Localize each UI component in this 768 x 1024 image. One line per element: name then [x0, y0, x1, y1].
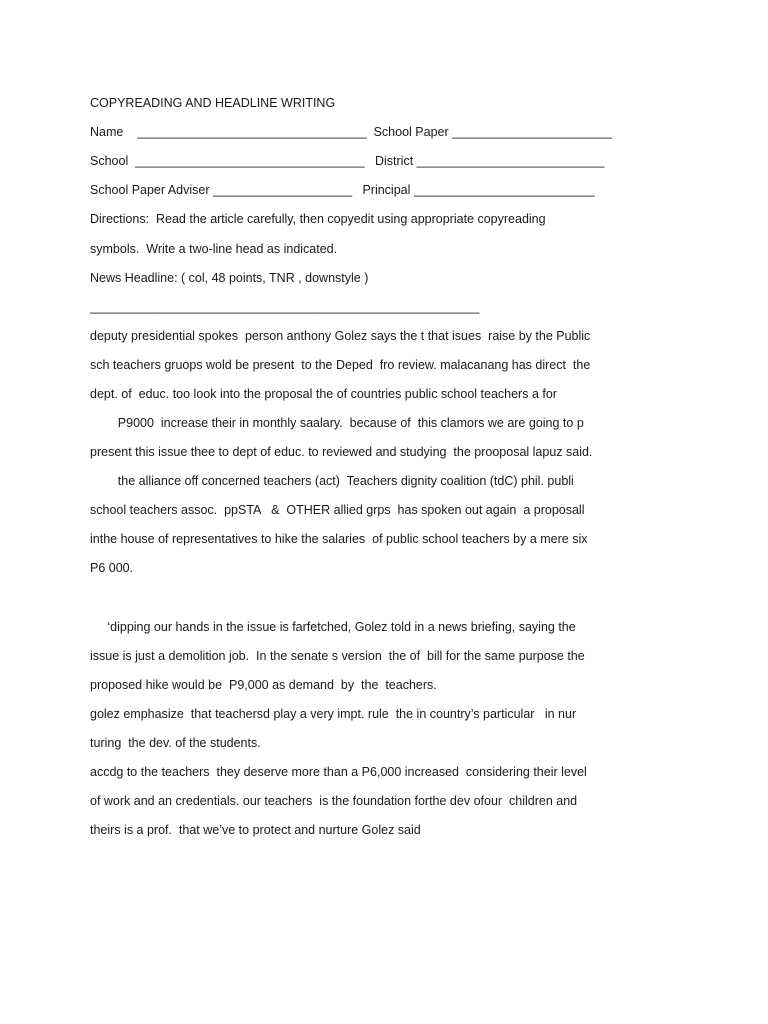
adviser-principal-row: School Paper Adviser ____________________ Principal __________________________ [90, 183, 595, 197]
article-line: present this issue thee to dept of educ. to reviewed and studying the prooposal lapuz said. [90, 445, 593, 459]
article-line: deputy presidential spokes person anthony Golez says the t that isues raise by the Public [90, 329, 591, 343]
article-line: P6 000. [90, 561, 134, 575]
school-district-row: School _________________________________ District ___________________________ [90, 154, 605, 168]
article-line: issue is just a demolition job. In the senate s version the of bill for the same purpose the [90, 649, 585, 663]
headline-spec: News Headline: ( col, 48 points, TNR , downstyle ) [90, 271, 369, 285]
name-school-paper-row: Name _________________________________ School Paper _______________________ [90, 125, 613, 139]
article-line: theirs is a prof. that we’ve to protect and nurture Golez said [90, 823, 421, 837]
article-line: sch teachers gruops wold be present to the Deped fro review. malacanang has direct the [90, 358, 591, 372]
directions-line-1: Directions: Read the article carefully, then copyedit using appropriate copyreading [90, 212, 546, 226]
document-title: COPYREADING AND HEADLINE WRITING [90, 96, 336, 110]
article-line: school teachers assoc. ppSTA & OTHER allied grps has spoken out again a proposall [90, 503, 585, 517]
article-line: P9000 increase their in monthly saalary. because of this clamors we are going to p [90, 416, 584, 430]
article-line: ‘dipping our hands in the issue is farfetched, Golez told in a news briefing, saying the [90, 620, 576, 634]
article-line: golez emphasize that teachersd play a very impt. rule the in country’s particular in nur [90, 707, 577, 721]
article-line: inthe house of representatives to hike the salaries of public school teachers by a mere six [90, 532, 588, 546]
article-line: of work and an credentials. our teachers is the foundation forthe dev ofour children and [90, 794, 578, 808]
article-line: dept. of educ. too look into the proposal the of countries public school teachers a for [90, 387, 557, 401]
headline-blank: ________________________________________________________ [90, 300, 480, 314]
article-line: the alliance off concerned teachers (act) Teachers dignity coalition (tdC) phil. publi [90, 474, 574, 488]
article-line: proposed hike would be P9,000 as demand by the teachers. [90, 678, 437, 692]
directions-line-2: symbols. Write a two-line head as indicated. [90, 242, 338, 256]
article-line: turing the dev. of the students. [90, 736, 261, 750]
article-line: accdg to the teachers they deserve more than a P6,000 increased considering their level [90, 765, 587, 779]
